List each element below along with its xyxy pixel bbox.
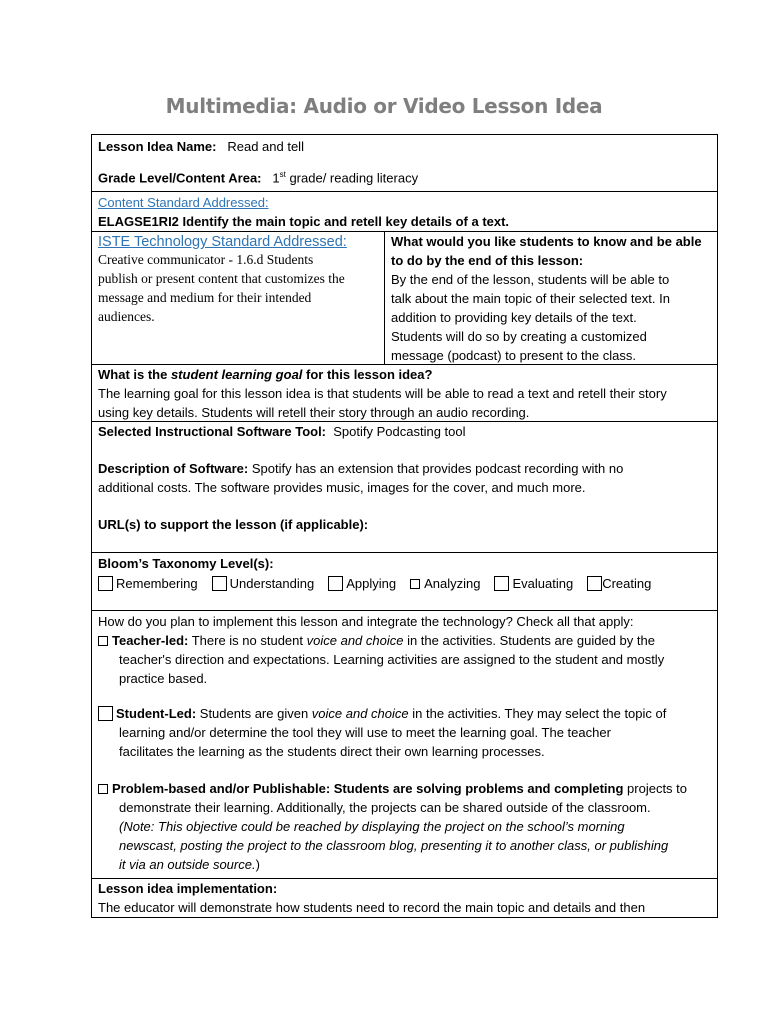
student-led-line-2: learning and/or determine the tool they will use to meet the learning goal. The teacher: [119, 725, 611, 740]
goal-q-italic: student learning goal: [170, 367, 303, 382]
bloom-label: Analyzing: [424, 576, 481, 591]
goal-q-pre: What is the: [98, 367, 171, 382]
know-answer-5: message (podcast) to present to the class.: [391, 348, 636, 363]
iste-know-row: [92, 232, 717, 365]
implement-row: [92, 611, 717, 879]
checkbox-icon[interactable]: [98, 784, 108, 794]
checkbox-icon[interactable]: [98, 706, 113, 721]
software-row: [92, 422, 717, 553]
grade-num: 1: [272, 170, 280, 186]
desc-label: Description of Software:: [98, 461, 249, 476]
content-standard-row: [92, 192, 717, 232]
checkbox-icon[interactable]: [410, 579, 420, 589]
tool-line: [98, 422, 711, 441]
checkbox-icon[interactable]: [587, 576, 602, 591]
checkbox-icon[interactable]: [328, 576, 343, 591]
goal-q-post: for this lesson idea?: [302, 367, 433, 382]
student-led-italic: voice and choice: [311, 706, 409, 721]
know-question-2: to do by the end of this lesson:: [391, 253, 584, 268]
student-led-text: in the activities. They may select the topic of: [408, 706, 667, 721]
know-answer-3: addition to providing key details of the text.: [391, 310, 637, 325]
blooms-row: [92, 553, 717, 611]
know-answer-2: talk about the main topic of their selected text. In: [391, 291, 670, 306]
blooms-levels: [98, 574, 711, 593]
iste-cell: [92, 232, 385, 364]
iste-line-2: publish or present content that customizes the: [98, 271, 345, 286]
implementation-text: The educator will demonstrate how students need to record the main topic and details and then: [98, 900, 646, 915]
know-answer-1: By the end of the lesson, students will be able to: [391, 272, 670, 287]
lesson-name-label: Lesson Idea Name:: [98, 139, 217, 154]
iste-line-4: audiences.: [98, 309, 155, 324]
bloom-label: Understanding: [229, 576, 315, 591]
tool-label: Selected Instructional Software Tool:: [98, 424, 327, 439]
student-led-text: Students are given: [196, 706, 312, 721]
bloom-understanding[interactable]: [212, 576, 315, 591]
bloom-analyzing[interactable]: [410, 576, 480, 591]
iste-line-1: Creative communicator - 1.6.d Students: [98, 252, 314, 267]
teacher-led-text: There is no student: [188, 633, 307, 648]
implement-question: How do you plan to implement this lesson and integrate the technology? Check all that apply:: [98, 614, 634, 629]
problem-based-text: projects to: [623, 781, 688, 796]
checkbox-icon[interactable]: [98, 576, 113, 591]
grade-line: [98, 165, 711, 187]
blooms-label: Bloom’s Taxonomy Level(s):: [98, 556, 274, 571]
grade-rest: grade/ reading literacy: [285, 170, 419, 186]
problem-line-4: newscast, posting the project to the classroom blog, presenting it to another class, or publishing: [119, 838, 669, 853]
url-label: URL(s) to support the lesson (if applicable):: [98, 517, 369, 532]
goal-row: [92, 365, 717, 422]
bloom-applying[interactable]: [328, 576, 396, 591]
implementation-label: Lesson idea implementation:: [98, 881, 278, 896]
tool-value: Spotify Podcasting tool: [333, 424, 466, 439]
lesson-info-row: [92, 135, 717, 192]
grade-sup: st: [279, 170, 286, 179]
grade-label: Grade Level/Content Area:: [98, 170, 262, 186]
content-standard-text: ELAGSE1RI2 Identify the main topic and retell key details of a text.: [98, 214, 510, 229]
problem-line-2: demonstrate their learning. Additionally, the projects can be shared outside of the classroom.: [119, 800, 651, 815]
teacher-led-italic: voice and choice: [306, 633, 404, 648]
bloom-label: Creating: [602, 576, 652, 591]
teacher-led-option[interactable]: [98, 631, 711, 688]
bloom-remembering[interactable]: [98, 576, 198, 591]
know-cell: [385, 232, 717, 364]
implementation-row: [92, 879, 717, 917]
lesson-name-value: Read and tell: [227, 139, 304, 154]
checkbox-icon[interactable]: [212, 576, 227, 591]
know-question-1: What would you like students to know and be able: [391, 234, 702, 249]
problem-line-3: (Note: This objective could be reached by displaying the project on the school’s morning: [119, 819, 625, 834]
goal-answer-1: The learning goal for this lesson idea is that students will be able to read a text and retell their story: [98, 386, 667, 401]
goal-answer-2: using key details. Students will retell their story through an audio recording.: [98, 405, 530, 420]
desc-line-2: additional costs. The software provides music, images for the cover, and much more.: [98, 480, 586, 495]
student-led-option[interactable]: [98, 704, 711, 761]
page-title: Multimedia: Audio or Video Lesson Idea: [165, 94, 603, 118]
lesson-table: [91, 134, 718, 918]
teacher-led-line-2: teacher's direction and expectations. Learning activities are assigned to the student and mostly: [119, 652, 665, 667]
bloom-label: Evaluating: [512, 576, 574, 591]
student-led-line-3: facilitates the learning as the students direct their own learning processes.: [119, 744, 545, 759]
desc-text-1: Spotify has an extension that provides podcast recording with no: [248, 461, 624, 476]
desc-line-1: [98, 459, 711, 478]
checkbox-icon[interactable]: [494, 576, 509, 591]
content-standard-label: Content Standard Addressed:: [98, 195, 269, 210]
know-answer-4: Students will do so by creating a customized: [391, 329, 647, 344]
problem-line-5-end: ): [255, 857, 260, 872]
iste-label: ISTE Technology Standard Addressed:: [98, 234, 347, 250]
iste-line-3: message and medium for their intended: [98, 290, 312, 305]
lesson-name-line: [98, 137, 711, 156]
bloom-evaluating[interactable]: [494, 576, 573, 591]
goal-question: [98, 365, 711, 384]
bloom-label: Applying: [346, 576, 397, 591]
checkbox-icon[interactable]: [98, 636, 108, 646]
teacher-led-text: in the activities. Students are guided by the: [403, 633, 655, 648]
problem-line-5: [98, 855, 711, 874]
problem-based-label: Problem-based and/or Publishable: Students are solving problems and completing: [112, 781, 624, 796]
bloom-creating[interactable]: [587, 576, 651, 591]
teacher-led-line-3: practice based.: [119, 671, 208, 686]
problem-based-option[interactable]: [98, 779, 711, 874]
bloom-label: Remembering: [116, 576, 198, 591]
teacher-led-label: Teacher-led:: [112, 633, 189, 648]
student-led-label: Student-Led:: [116, 706, 197, 721]
problem-line-5-italic: it via an outside source.: [119, 857, 256, 872]
